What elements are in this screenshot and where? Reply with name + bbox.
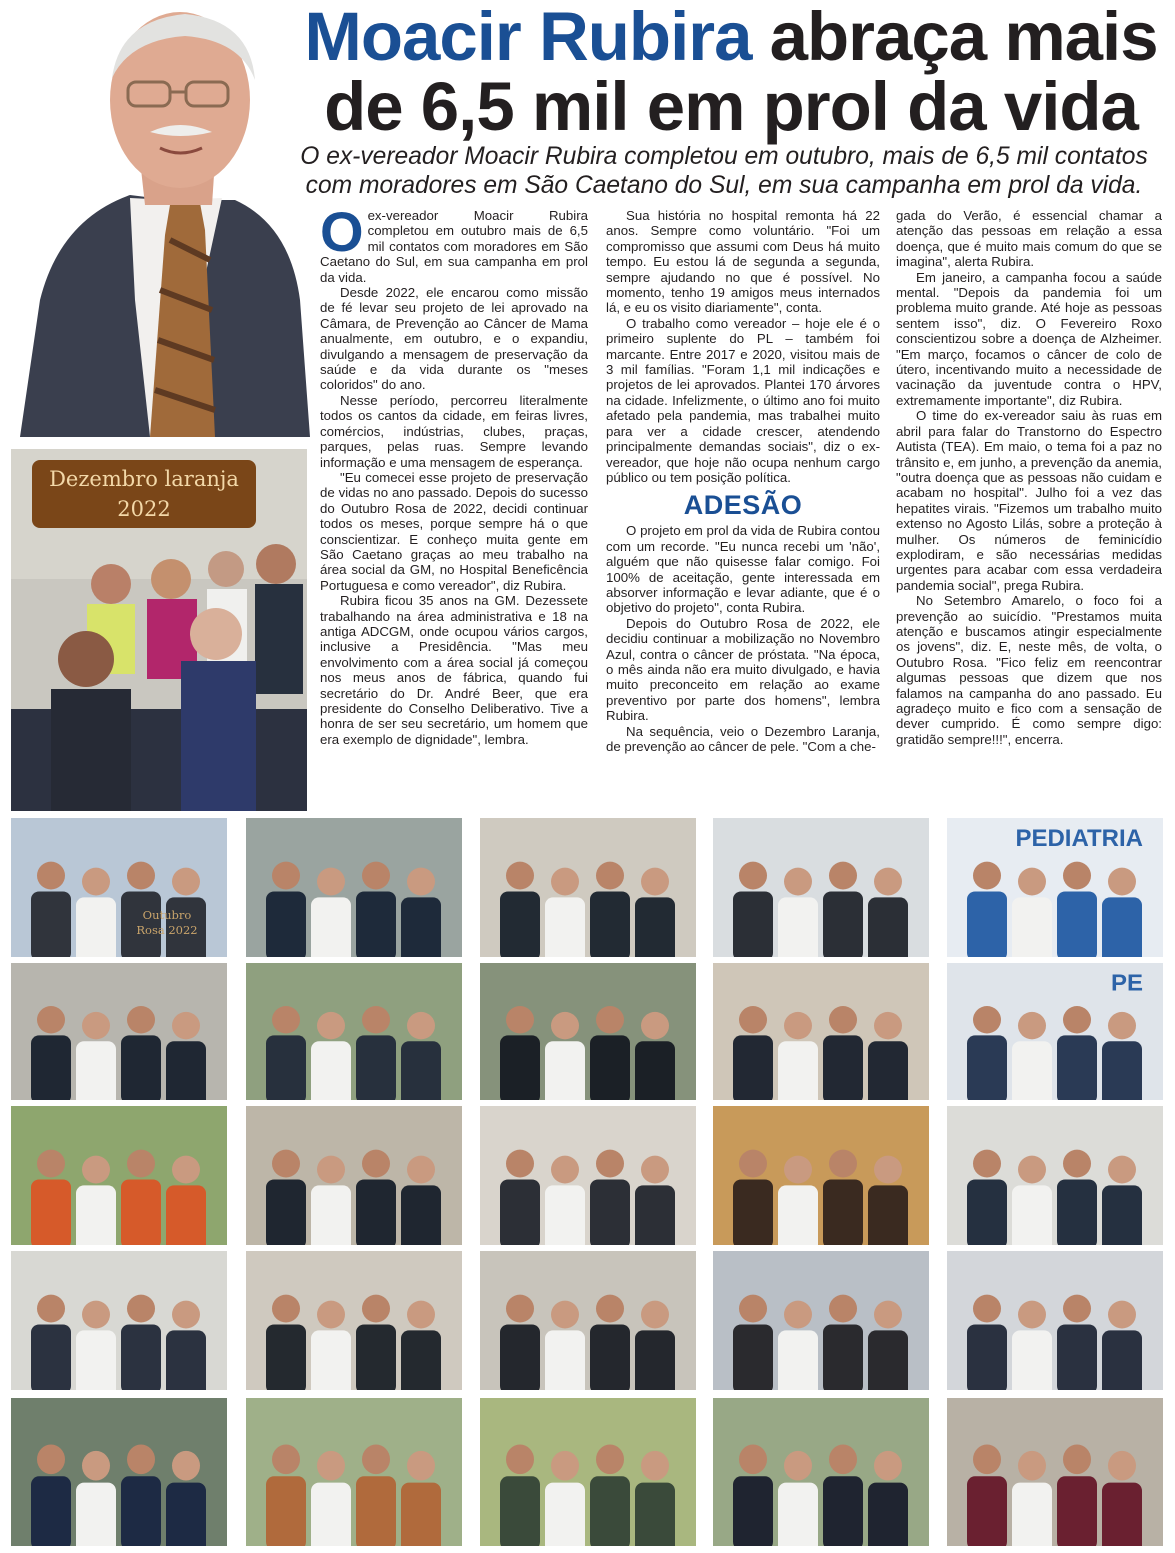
outubro-rosa-label [134,908,200,938]
paragraph: O trabalho como vereador – hoje ele é o primeiro suplente do PL – também foi marcante. Entre 2017 e 2020, visitou mais de 3 mil famílias. "Foram 1,1 mil indicações e projetos de lei aprovados. Plantei 170 árvores na cidade. Infelizmente, o último ano foi muito afetado pela pandemia, mas trabalhei muito para ver a cidade crescer, atendendo principalmente demandas sociais", diz o ex-vereador, que hoje não ocupa nenhum cargo público ou tem posição política. [606,315,880,485]
paragraph: Depois do Outubro Rosa de 2022, ele decidiu continuar a mobilização no Novembro Azul, contra o câncer de próstata. "Na época, o mês ainda não era muito divulgado, e havia muito preconceito em relação ao exame preventivo por parte dos homens", lembra Rubira. [606,615,880,724]
paragraph: Sua história no hospital remonta há 22 anos. Sempre como voluntário. "Foi um compromisso que assumi com Deus há muito tempo. Eu estou lá de segunda a segunda, sempre ajudando no que é possível. No momento, tenho 19 amigos meus internados lá, e eu os visito diariamente", conta. [606,208,880,316]
paragraph: Desde 2022, ele encarou como missão de fé levar seu projeto de lei aprovado na Câmara, de Prevenção ao Câncer de Mama anualmente, em outubro, e o expandiu, divulgando a mensagem de preservação da saúde e da vida durante os "meses coloridos" do ano. [320,285,588,393]
grid-photo [246,1251,462,1390]
grid-photo [11,963,227,1100]
grid-photo [480,963,696,1100]
grid-photo [713,1251,929,1390]
grid-photo [11,1398,227,1546]
headline [296,0,1166,145]
paragraph: "Eu comecei esse projeto de preservação de vidas no ano passado. Depois do sucesso do Outubro Rosa de 2022, decidi continuar todos os meses, porque sempre há o que conscientizar. E conheço muita gente em São Caetano graças ao meu trabalho na área social da GM, no Hospital Beneficência Portuguesa e como vereador", diz Rubira. [320,469,588,593]
headline-name: Moacir Rubira [304,0,752,75]
drop-cap: O [320,200,364,263]
article-column-2 [606,208,880,754]
grid-photo-sign: PE [1110,970,1143,997]
paragraph: No Setembro Amarelo, o foco foi a prevenção ao suicídio. "Prestamos muita atenção e buscamos atingir especialmente os jovens", diz. E, neste mês, de volta, o Outubro Rosa. "Fico feliz em reencontrar algumas pessoas que dizem que nos falamos na campanha do ano passado. Eu agradeço muito e fico com a sensação de dever cumprido. É como sempre digo: gratidão sempre!!!", encerra. [896,593,1162,747]
article-column-3 [896,208,1162,747]
grid-photo [947,818,1163,957]
paragraph: Nesse período, percorreu literalmente todos os cantos da cidade, em feiras livres, comércios, indústrias, clubes, praças, parques, pelas ruas. Sempre levando informação e uma mensagem de esperança. [320,392,588,470]
grid-photo [246,963,462,1100]
paragraph: Em janeiro, a campanha focou a saúde mental. "Depois da pandemia foi um problema muito grande. Até hoje as pessoas sentem isso", diz. O Fevereiro Roxo conscientizou sobre a doença de Alzheimer. "Em março, focamos o câncer de colo de útero, incentivando muito a necessidade de vacinação da juventude contra o HPV, extremamente importante", diz Rubira. [896,269,1162,408]
grid-photo [713,1106,929,1245]
grid-photo [480,1106,696,1245]
grid-photo [713,1398,929,1546]
grid-photo [11,1251,227,1390]
grid-photo [480,818,696,957]
grid-photo-sign: PEDIATRIA [1015,824,1143,852]
outubro-label-line1: Outubro [142,908,192,922]
subheading-adesao: ADESÃO [683,490,803,521]
grid-photo [246,1106,462,1245]
paragraph: Oex-vereador Moacir Rubira completou em outubro mais de 6,5 mil contatos com moradores em São Caetano do Sul, em sua campanha em prol da vida. [320,200,588,285]
dezembro-label-line2: 2022 [117,497,171,521]
grid-photo [246,818,462,957]
grid-photo [947,1251,1163,1390]
outubro-label-line2: Rosa 2022 [136,923,198,937]
subtitle: O ex-vereador Moacir Rubira completou em outubro, mais de 6,5 mil contatos com moradores em São Caetano do Sul, em sua campanha em prol da vida. [300,143,1148,199]
article-column-1 [320,200,588,747]
grid-photo [11,1106,227,1245]
headline-line2: de 6,5 mil em prol da vida [324,68,1138,145]
grid-photo [947,1106,1163,1245]
grid-photo [480,1251,696,1390]
paragraph: Na sequência, veio o Dezembro Laranja, de prevenção ao câncer de pele. "Com a che- [606,723,880,754]
grid-photo [480,1398,696,1546]
grid-photo [713,818,929,957]
portrait-photo [0,0,310,437]
grid-photo [947,963,1163,1100]
dezembro-laranja-label [32,460,256,528]
grid-photo [246,1398,462,1546]
paragraph: O time do ex-vereador saiu às ruas em abril para falar do Transtorno do Espectro Autista (TEA). Em maio, o tema foi a paz no trânsito e, em junho, a prevenção da anemia, "outra doença que as pessoas não cuidam e acabam no hospital". Julho foi a vez das hepatites virais. "Fizemos um trabalho muito extenso no Agosto Lilás, sobre a proteção à mulher. Os números de feminicídio explodiram, e são necessárias medidas urgentes para acabar com essa verdadeira pandemia social", prega Rubira. [896,408,1162,593]
headline-line1-rest: abraça mais [769,0,1158,75]
paragraph: Rubira ficou 35 anos na GM. Dezessete trabalhando na área administrativa e 18 na antiga ADCGM, onde ocupou vários cargos, inclusive a Presidência. "Mas meu envolvimento com a área social já começou nos meus anos de fábrica, quando fui secretário do Dr. André Beer, que era presidente do Conselho Deliberativo. Tive a honra de ser seu secretário, um homem que era exemplo de dignidade", lembra. [320,593,588,747]
grid-photo [713,963,929,1100]
grid-photo [947,1398,1163,1546]
paragraph: O projeto em prol da vida de Rubira contou com um recorde. "Eu nunca recebi um 'não', alguém que não quisesse falar comigo. Foi 100% de aceitação, gente interessada em absorver informação e levar adiante, que é o objetivo do projeto", conta Rubira. [606,523,880,616]
paragraph: gada do Verão, é essencial chamar a atenção das pessoas em relação a essa doença, que é muito mais comum do que se imagina", alerta Rubira. [896,208,1162,270]
dezembro-label-line1: Dezembro laranja [49,467,239,491]
